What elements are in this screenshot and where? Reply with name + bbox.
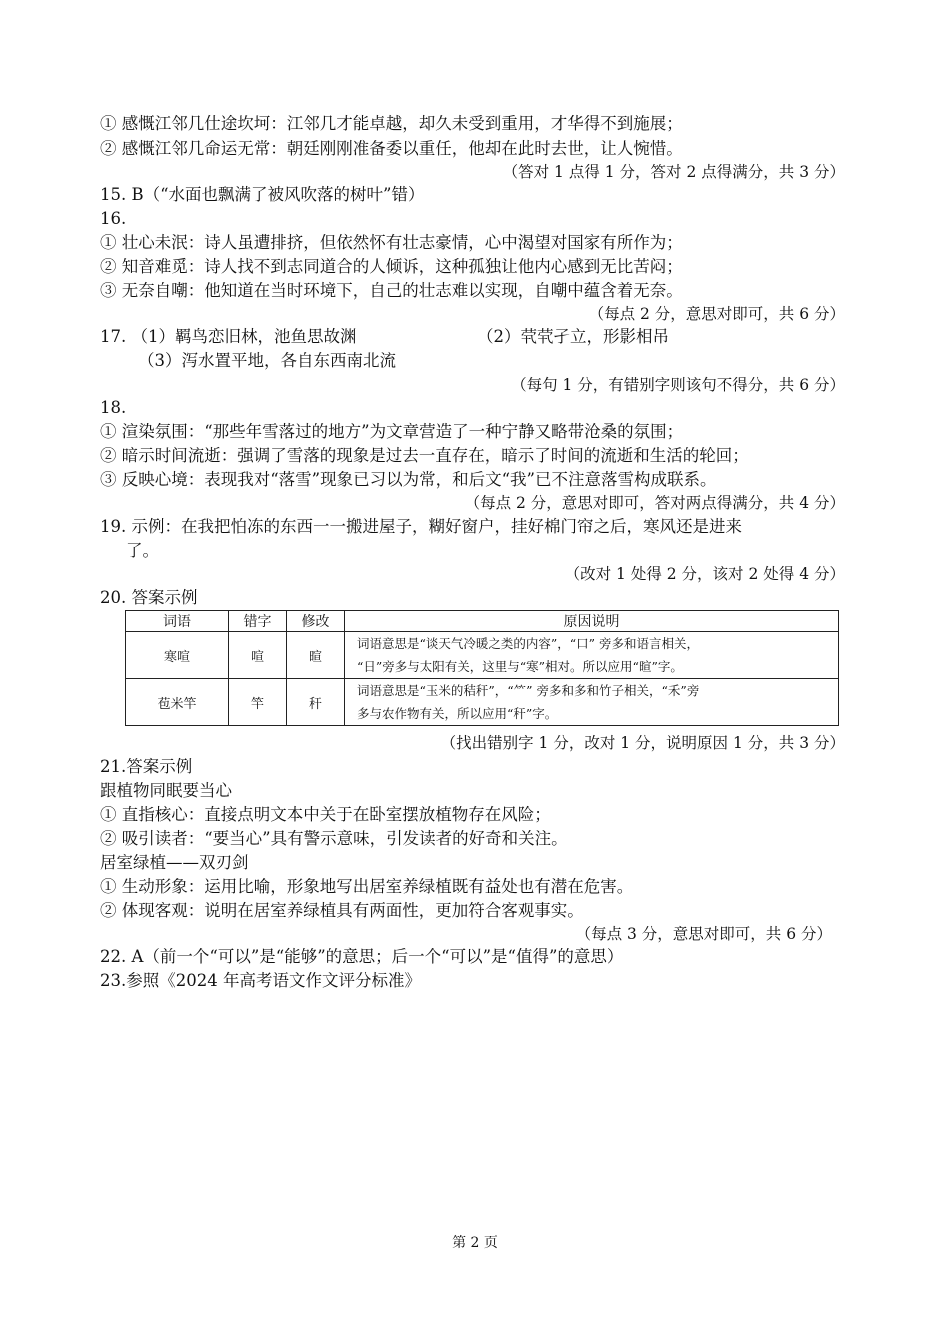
q18-number: 18. [100,398,127,417]
q17-scoring: （每句 1 分，有错别字则该句不得分，共 6 分） [511,376,845,394]
cell-wrong-char: 竿 [229,679,287,726]
header-fix: 修改 [287,611,345,632]
cell-reason [345,632,839,679]
q21-title-2-point-2: ② 体现客观：说明在居室养绿植具有两面性，更加符合客观事实。 [100,901,584,920]
header-wrong-char: 错字 [229,611,287,632]
q14-point-2: ② 感慨江邻几命运无常：朝廷刚刚准备委以重任，他却在此时去世，让人惋惜。 [100,139,683,158]
q18-point-2: ② 暗示时间流逝：强调了雪落的现象是过去一直存在，暗示了时间的流逝和生活的轮回； [100,446,749,465]
q18-point-3: ③ 反映心境：表现我对“落雪”现象已习以为常，和后文“我”已不注意落雪构成联系。 [100,470,717,489]
table-row [126,632,839,679]
q17-part-3: （3）泻水置平地，各自东西南北流 [138,351,396,370]
q16-number: 16. [100,209,127,228]
reason-line-2: “日”旁多与太阳有关，这里与“寒”相对。所以应用“暄”字。 [357,659,683,674]
header-word: 词语 [126,611,229,632]
reason-line-2: 多与农作物有关，所以应用“秆”字。 [357,706,558,721]
q16-scoring: （每点 2 分，意思对即可，共 6 分） [588,305,845,323]
header-reason: 原因说明 [345,611,839,632]
q20-answer-table [125,610,839,726]
q14-scoring: （答对 1 点得 1 分，答对 2 点得满分，共 3 分） [502,163,845,181]
q16-point-1: ① 壮心未泯：诗人虽遭排挤，但依然怀有壮志豪情，心中渴望对国家有所作为； [100,233,683,252]
q15-answer: 15. B（“水面也飘满了被风吹落的树叶”错） [100,185,425,204]
q16-point-3: ③ 无奈自嘲：他知道在当时环境下，自己的壮志难以实现，自嘲中蕴含着无奈。 [100,281,683,300]
reason-line-1: 词语意思是“玉米的秸秆”，“⺮” 旁多和多和竹子相关，“禾”旁 [357,683,700,698]
q18-point-1: ① 渲染氛围：“那些年雪落过的地方”为文章营造了一种宁静又略带沧桑的氛围； [100,422,684,441]
q21-title-1-point-2: ② 吸引读者：“要当心”具有警示意味，引发读者的好奇和关注。 [100,829,568,848]
q20-scoring: （找出错别字 1 分，改对 1 分，说明原因 1 分，共 3 分） [440,734,845,752]
cell-fix: 秆 [287,679,345,726]
q21-title-1: 跟植物同眠要当心 [100,781,232,800]
q23-answer: 23.参照《2024 年高考语文作文评分标准》 [100,971,421,990]
q21-scoring: （每点 3 分，意思对即可，共 6 分） [575,925,832,943]
q18-scoring: （每点 2 分，意思对即可，答对两点得满分，共 4 分） [464,494,845,512]
cell-word: 寒喧 [126,632,229,679]
table-header-row [126,611,839,632]
page-number: 第 2 页 [452,1235,498,1251]
reason-line-1: 词语意思是“谈天气冷暖之类的内容”，“口” 旁多和语言相关， [357,636,700,651]
q19-scoring: （改对 1 处得 2 分，该对 2 处得 4 分） [564,565,845,583]
q21-title-2-point-1: ① 生动形象：运用比喻，形象地写出居室养绿植既有益处也有潜在危害。 [100,877,634,896]
cell-wrong-char: 喧 [229,632,287,679]
q21-heading: 21.答案示例 [100,757,193,776]
q22-answer: 22. A（前一个“可以”是“能够”的意思；后一个“可以”是“值得”的意思） [100,947,624,966]
q20-heading: 20. 答案示例 [100,588,198,607]
q17-part-2: （2）茕茕孑立，形影相吊 [477,327,669,346]
cell-reason [345,679,839,726]
q14-point-1: ① 感慨江邻几仕途坎坷：江邻几才能卓越，却久未受到重用，才华得不到施展； [100,114,683,133]
q19-answer-cont: 了。 [126,541,159,560]
table-row [126,679,839,726]
cell-word: 苞米竿 [126,679,229,726]
q17-part-1: 17. （1）羁鸟恋旧林，池鱼思故渊 [100,327,357,346]
q19-answer: 19. 示例：在我把怕冻的东西一一搬进屋子，糊好窗户，挂好棉门帘之后，寒风还是进来 [100,517,742,536]
cell-fix: 暄 [287,632,345,679]
q21-title-2: 居室绿植——双刃剑 [100,853,249,872]
q21-title-1-point-1: ① 直指核心：直接点明文本中关于在卧室摆放植物存在风险； [100,805,551,824]
q16-point-2: ② 知音难觅：诗人找不到志同道合的人倾诉，这种孤独让他内心感到无比苦闷； [100,257,683,276]
